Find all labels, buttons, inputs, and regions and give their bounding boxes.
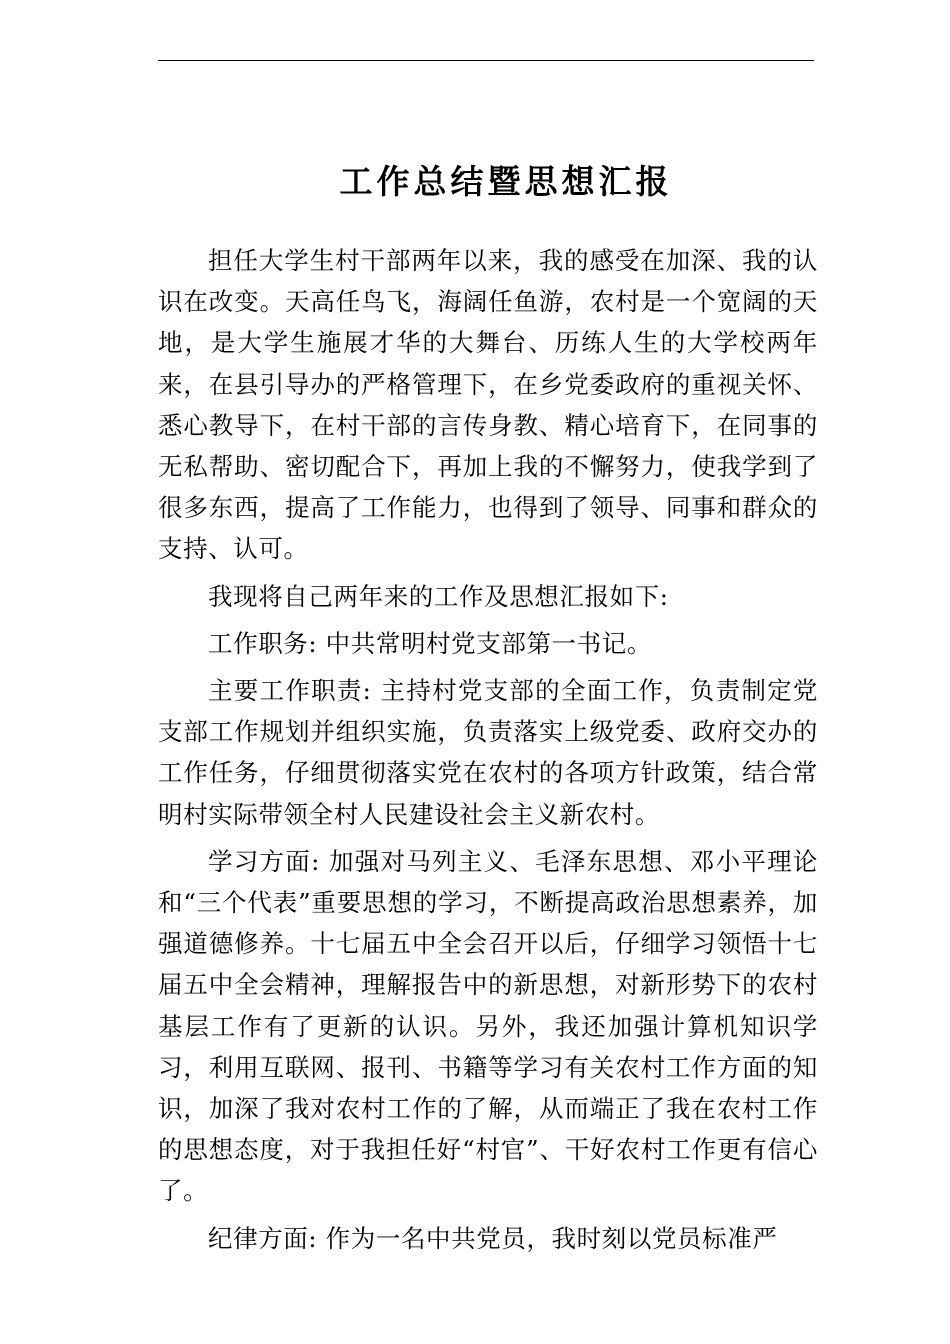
paragraph-study: 学习方面: 加强对马列主义、毛泽东思想、邓小平理论和“三个代表”重要思想的学习，不断提高政治思想素养，加强道德修养。十七届五中全会召开以后，仔细学习领悟十七届五中全会精神，理解报告中的新思想，对新形势下的农村基层工作有了更新的认识。另外，我还加强计算机知识学习，利用互联网、报刊、书籍等学习有关农村工作方面的知识，加深了我对农村工作的了解，从而端正了我在农村工作的思想态度，对于我担任好“村官”、干好农村工作更有信心了。	[158, 846, 818, 1206]
paragraph-report-lead: 我现将自己两年来的工作及思想汇报如下:	[208, 581, 669, 611]
document-title: 工作总结暨思想汇报	[339, 162, 673, 201]
paragraph-duties: 主要工作职责: 主持村党支部的全面工作，负责制定党支部工作规划并组织实施，负责落实上级党委、政府交办的工作任务，仔细贯彻落实党在农村的各项方针政策，结合常明村实际带领全村人民建设社会主义新农村。	[158, 676, 818, 829]
paragraph-intro: 担任大学生村干部两年以来，我的感受在加深、我的认识在改变。天高任鸟飞，海阔任鱼游，农村是一个宽阔的天地，是大学生施展才华的大舞台、历练人生的大学校两年来，在县引导办的严格管理下，在乡党委政府的重视关怀、悉心教导下，在村干部的言传身教、精心培育下，在同事的无私帮助、密切配合下，再加上我的不懈努力，使我学到了很多东西，提高了工作能力，也得到了领导、同事和群众的支持、认可。	[158, 246, 818, 564]
paragraph-position: 工作职务: 中共常明村党支部第一书记。	[208, 628, 652, 658]
header-rule	[158, 60, 814, 61]
document-body	[158, 240, 818, 1259]
paragraph-discipline: 纪律方面: 作为一名中共党员，我时刻以党员标准严	[208, 1223, 778, 1253]
